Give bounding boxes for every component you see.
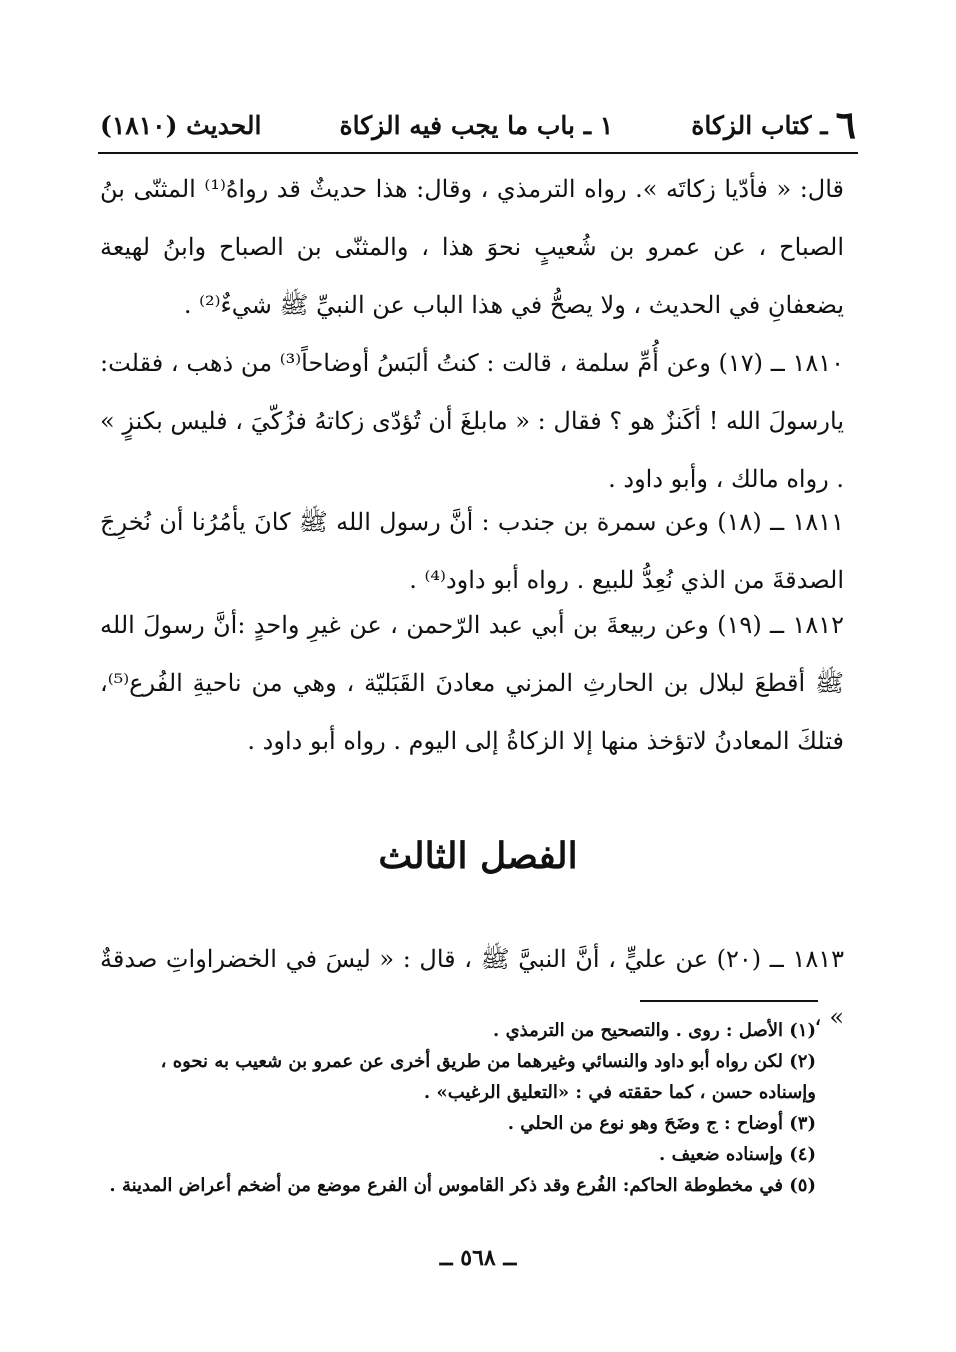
header-rule (98, 152, 858, 154)
hadith-text: ١٨١٠ ــ (١٧) وعن أُمِّ سلمة ، قالت : كنتُ ألبَسُ أوضاحاً⁽³⁾ من ذهب ، فقلت: يارسولَ الله ! أكَنزٌ هو ؟ فقال : « مابلغَ أن تُؤدّى زكاتهُ فزُكّيَ ، فليس بكنزٍ » . رواه مالك ، وأبو داود . (100, 349, 845, 493)
hadith-1812 (100, 596, 844, 770)
footnote: (٥) في مخطوطة الحاكم: الفُرع وقد ذكر القاموس أن الفرع موضع من أضخم أعراض المدينة . (109, 1175, 816, 1196)
hadith-text: ١٨١٢ ــ (١٩) وعن ربيعةَ بن أبي عبد الرّحمن ، عن غيرِ واحدٍ :أنَّ رسولَ الله ﷺ أقطعَ لبلال بن الحارثِ المزني معادنَ القَبَليّة ، وهي من ناحيةِ الفُرع⁽⁵⁾، فتلكَ المعادنُ لاتؤخذ منها إلا الزكاةُ إلى اليوم . رواه أبو داود . (100, 611, 845, 755)
footnote: (١) الأصل : روى . والتصحيح من الترمذي . (493, 1020, 816, 1041)
hadith-range: الحديث (١٨١٠) (100, 110, 262, 140)
page-number: ــ ٥٦٨ ــ (439, 1245, 517, 1271)
intro-paragraph (100, 160, 844, 334)
bab-title: ١ ـ باب ما يجب فيه الزكاة (339, 110, 614, 140)
footnote: (٣) أوضاح : ج وضَحَ وهو نوع من الحلي . (507, 1113, 816, 1134)
chapter-number: ٦ (835, 102, 856, 147)
footnote: (٤) وإسناده ضعيف . (659, 1144, 816, 1165)
footnote-rule (640, 1000, 818, 1002)
running-header (100, 100, 856, 150)
footnotes (100, 1015, 816, 1201)
hadith-text: ١٨١٣ ــ (٢٠) عن عليٍّ ، أنَّ النبيَّ ﷺ ، قال : « ليسَ في الخضراواتِ صدقةٌ » ، (100, 945, 844, 1031)
chapter-title: ـ كتاب الزكاة (691, 110, 828, 140)
section-title: الفصل الثالث (378, 835, 578, 877)
hadith-1811 (100, 493, 844, 609)
chapter-heading (691, 102, 856, 147)
intro-text: قال: « فأدّيا زكاتَه ». رواه الترمذي ، وقال: هذا حديثٌ قد رواهُ⁽¹⁾ المثنّى بنُ الصباح ، عن عمرو بن شُعيبٍ نحوَ هذا ، والمثنّى بن الصباح وابنُ لهيعة يضعفانِ في الحديث ، ولا يصحُّ في هذا الباب عن النبيِّ ﷺ شيءٌ⁽²⁾ . (100, 175, 845, 319)
hadith-text: ١٨١١ ــ (١٨) وعن سمرة بن جندب : أنَّ رسول الله ﷺ كانَ يأمُرُنا أن نُخرِجَ الصدقةَ من الذي نُعِدُّ للبيع . رواه أبو داود⁽⁴⁾ . (100, 508, 844, 594)
footnote: (٢) لكن رواه أبو داود والنسائي وغيرهما من طريق أخرى عن عمرو بن شعيب به نحوه ، وإسناده حسن ، كما حققته في : «التعليق الرغيب» . (160, 1051, 816, 1103)
hadith-1810 (100, 334, 844, 508)
